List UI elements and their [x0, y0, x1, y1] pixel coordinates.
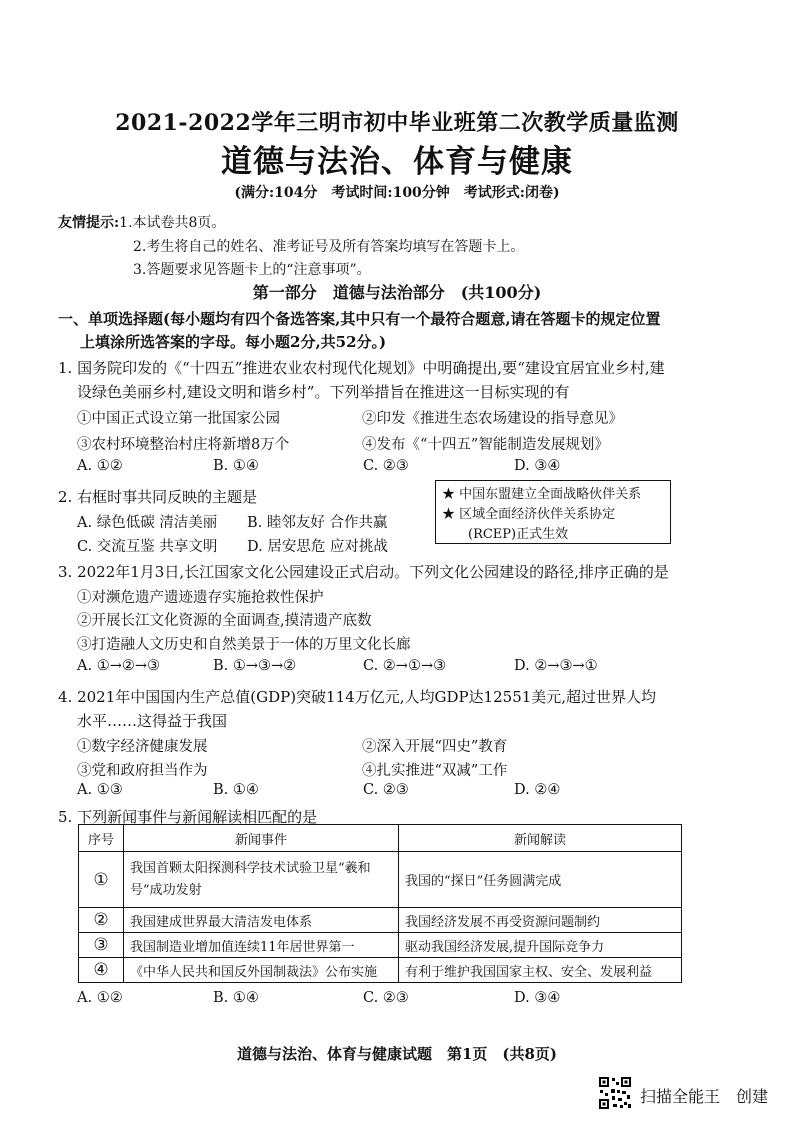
q2-news-box — [435, 480, 671, 544]
news-reading: 有利于维护我国国家主权、安全、发展利益 — [399, 958, 682, 983]
subject-title: 道德与法治、体育与健康 — [221, 144, 573, 180]
row-number: ④ — [79, 958, 124, 983]
column-header: 序号 — [79, 825, 124, 852]
page-footer: 道德与法治、体育与健康试题 第1页 (共8页) — [236, 1045, 558, 1063]
news-reading: 驱动我国经济发展,提升国际竞争力 — [399, 933, 682, 958]
question-1-stem: 1. 国务院印发的《“十四五”推进农业农村现代化规划》中明确提出,要“建设宜居宜业乡村,建 — [58, 359, 665, 377]
q3-option-b: B. ①→③→② — [213, 658, 297, 674]
table-row — [79, 852, 682, 908]
q4-statement: ②深入开展“四史”教育 — [362, 739, 508, 755]
news-reading: 我国的“探日”任务圆满完成 — [399, 852, 682, 908]
part-title: 第一部分 道德与法治部分 (共100分) — [252, 283, 542, 302]
q3-statement: ②开展长江文化资源的全面调查,摸清遗产底数 — [77, 613, 372, 629]
news-event: 我国制造业增加值连续11年居世界第一 — [124, 933, 399, 958]
q5-option-c: C. ②③ — [363, 990, 409, 1006]
tip-item: 1.本试卷共8页。 — [119, 215, 226, 231]
q2-box-item: ★ 区域全面经济伙伴关系协定 — [442, 507, 616, 522]
q1-option-c: C. ②③ — [363, 458, 409, 474]
q3-statement: ①对濒危遗产遗迹遗存实施抢救性保护 — [77, 590, 324, 606]
qr-code-icon — [598, 1076, 632, 1110]
q3-option-d: D. ②→③→① — [514, 658, 598, 674]
q2-option-c: C. 交流互鉴 共享文明 — [77, 539, 218, 555]
tips-block — [58, 212, 225, 232]
q3-statement: ③打造融人文历史和自然美景于一体的万里文化长廊 — [77, 637, 411, 653]
row-number: ② — [79, 908, 124, 933]
q4-option-a: A. ①③ — [77, 782, 123, 798]
q2-box-item: (RCEP)正式生效 — [468, 527, 569, 542]
news-reading: 我国经济发展不再受资源问题制约 — [399, 908, 682, 933]
q5-news-table — [78, 824, 682, 983]
q5-option-b: B. ①④ — [213, 990, 259, 1006]
tips-label: 友情提示: — [58, 215, 120, 231]
q5-option-a: A. ①② — [77, 990, 123, 1006]
q2-option-d: D. 居安思危 应对挑战 — [247, 539, 388, 555]
q3-option-a: A. ①→②→③ — [77, 658, 160, 674]
exam-meta: (满分:104分 考试时间:100分钟 考试形式:闭卷) — [234, 185, 560, 201]
question-5-stem: 5. 下列新闻事件与新闻解读相匹配的是 — [58, 808, 318, 826]
table-row — [79, 908, 682, 933]
q4-option-d: D. ②④ — [514, 782, 561, 798]
q1-option-d: D. ③④ — [514, 458, 561, 474]
q5-option-d: D. ③④ — [514, 990, 561, 1006]
q4-statement: ①数字经济健康发展 — [77, 739, 208, 755]
q4-statement: ③党和政府担当作为 — [77, 763, 208, 779]
q4-statement: ④扎实推进“双减”工作 — [362, 763, 508, 779]
column-header: 新闻解读 — [399, 825, 682, 852]
tip-item: 2.考生将自己的姓名、准考证号及所有答案均填写在答题卡上。 — [133, 239, 525, 255]
q3-option-c: C. ②→①→③ — [363, 658, 447, 674]
q2-option-b: B. 睦邻友好 合作共赢 — [247, 515, 388, 531]
table-header-row — [79, 825, 682, 852]
question-4-stem: 水平……这得益于我国 — [77, 712, 228, 730]
column-header: 新闻事件 — [124, 825, 399, 852]
q2-option-a: A. 绿色低碳 清洁美丽 — [77, 515, 218, 531]
row-number: ① — [79, 852, 124, 908]
exam-title: 2021-2022学年三明市初中毕业班第二次教学质量监测 — [115, 110, 679, 136]
table-row — [79, 958, 682, 983]
news-event: 我国首颗太阳探测科学技术试验卫星“羲和号”成功发射 — [124, 852, 399, 908]
row-number: ③ — [79, 933, 124, 958]
tip-item: 3.答题要求见答题卡上的“注意事项”。 — [133, 262, 371, 278]
q1-statement: ④发布《“十四五”智能制造发展规划》 — [362, 437, 609, 453]
q4-option-c: C. ②③ — [363, 782, 409, 798]
q1-option-a: A. ①② — [77, 458, 123, 474]
news-event: 我国建成世界最大清洁发电体系 — [124, 908, 399, 933]
q2-box-item: ★ 中国东盟建立全面战略伙伴关系 — [442, 487, 642, 502]
question-4-stem: 4. 2021年中国国内生产总值(GDP)突破114万亿元,人均GDP达12551美元,超过世界人均 — [58, 688, 657, 706]
news-event: 《中华人民共和国反外国制裁法》公布实施 — [124, 958, 399, 983]
question-3-stem: 3. 2022年1月3日,长江国家文化公园建设正式启动。下列文化公园建设的路径,排序正确的是 — [58, 563, 669, 581]
section-instructions: 上填涂所选答案的字母。每小题2分,共52分。) — [80, 333, 387, 351]
question-2-stem: 2. 右框时事共同反映的主题是 — [58, 488, 258, 506]
q4-option-b: B. ①④ — [213, 782, 259, 798]
scanner-watermark-text: 扫描全能王 创建 — [640, 1087, 769, 1106]
q1-statement: ①中国正式设立第一批国家公园 — [77, 411, 280, 427]
q1-statement: ③农村环境整治村庄将新增8万个 — [77, 437, 290, 453]
question-1-stem: 设绿色美丽乡村,建设文明和谐乡村”。下列举措旨在推进这一目标实现的有 — [77, 383, 570, 401]
q1-statement: ②印发《推进生态农场建设的指导意见》 — [362, 411, 623, 427]
q1-option-b: B. ①④ — [213, 458, 259, 474]
table-row — [79, 933, 682, 958]
section-instructions: 一、单项选择题(每小题均有四个备选答案,其中只有一个最符合题意,请在答题卡的规定位置 — [58, 310, 661, 328]
